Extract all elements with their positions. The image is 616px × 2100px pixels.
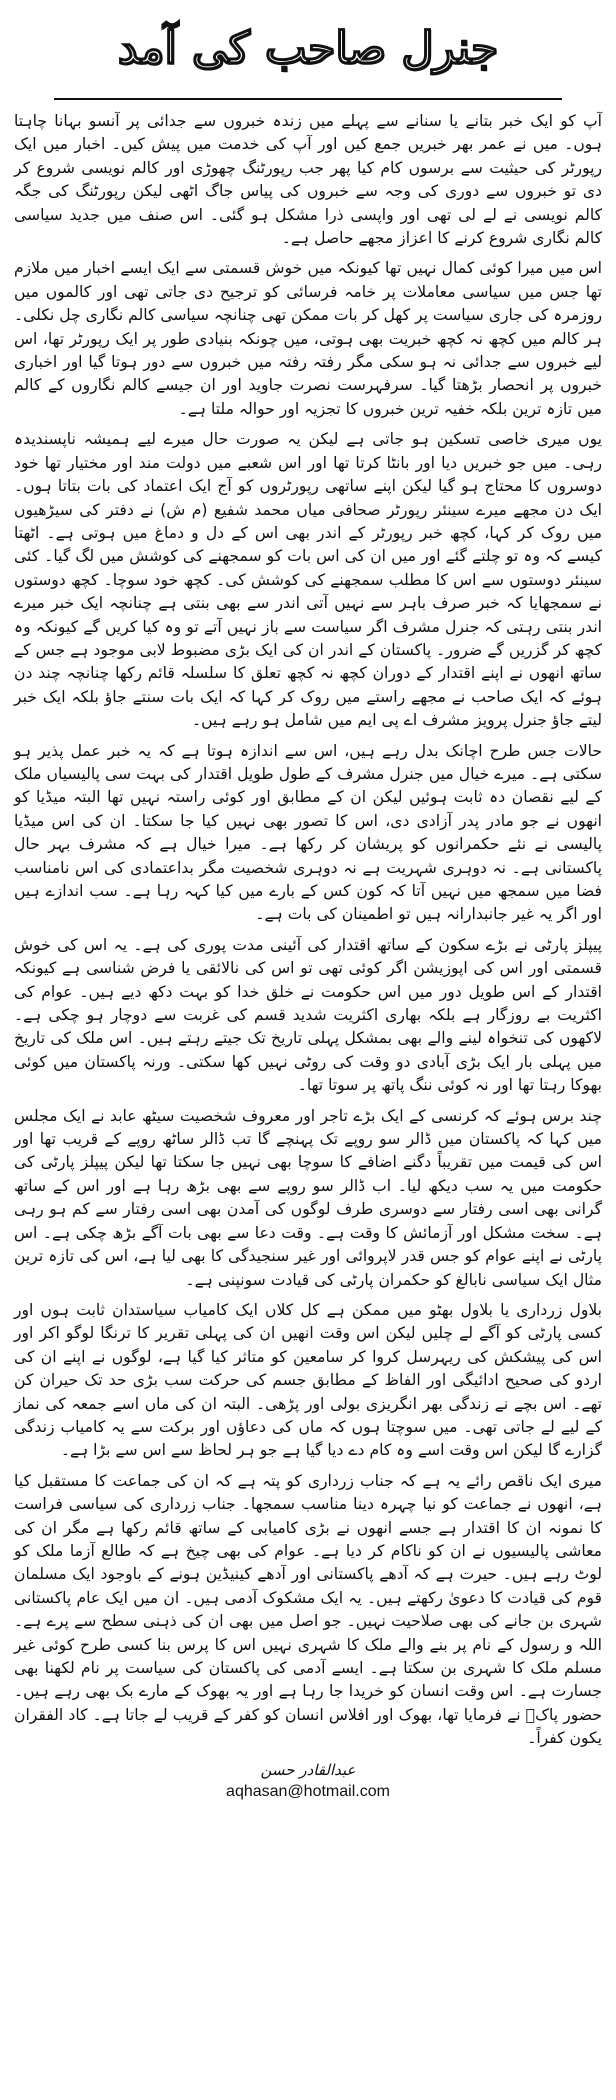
paragraph-6: چند برس ہوئے کہ کرنسی کے ایک بڑے تاجر اور معروف شخصیت سیٹھ عابد نے ایک مجلس میں کہا کہ پاکستان میں ڈالر سو روپے تک پہنچے گا تب ڈالر ساٹھ روپے کے قریب تھا اور اس کی قیمت میں تقریباً دگنے اضافے کا سوچا بھی نہیں جا سکتا تھا لیکن پیپلز پارٹی کی حکومت میں یہ سب دیکھ لیا۔ اب ڈالر سو روپے سے بھی بڑھ رہا ہے اور اس کے ساتھ گرانی بھی اسی رفتار سے دوسری طرف لوگوں کی آمدن بھی اسی رفتار سے کم ہو رہی ہے۔ سخت مشکل اور آزمائش کا وقت ہے۔ وقت دعا سے بھی بات آگے بڑھ چکی ہے۔ اس پارٹی نے اپنے عوام کو جس قدر لاپروائی اور غیر سنجیدگی کا بھی لیا ہے، اس کی تازہ ترین مثال ایک سیاسی نابالغ کو حکمران پارٹی کی قیادت سونپنی ہے۔ (14, 1106, 602, 1289)
title-banner (14, 14, 602, 92)
paragraph-2: اس میں میرا کوئی کمال نہیں تھا کیونکہ میں خوش قسمتی سے ایک ایسے اخبار میں ملازم تھا جس میں سیاسی معاملات پر خامہ فرسائی کو ترجیح دی جاتی تھی اور کالموں میں روزمرہ کی جاری سیاست پر کھل کر بات ممکن تھی چنانچہ سیاسی کالم نگاری چل نکلی۔ ہر کالم میں کچھ نہ کچھ خبریت بھی ہوتی، میں چونکہ بنیادی طور پر ایک رپورٹر تھا، اس لیے خبروں سے جدائی نہ ہو سکی مگر رفتہ رفتہ میں خبروں سے دور ہوتا گیا اور اخباری خبروں پر انحصار بڑھتا گیا۔ سرفہرست نصرت جاوید اور ان جیسے کالم نگاروں کے کالم میں تازہ ترین بلکہ خفیہ ترین خبروں کا تجزیہ اور حوالہ ملتا ہے۔ (14, 259, 602, 418)
paragraph-3: یوں میری خاصی تسکین ہو جاتی ہے لیکن یہ صورت حال میرے لیے ہمیشہ ناپسندیدہ رہی۔ میں جو خبریں دیا اور بانٹا کرتا تھا اور اس شعبے میں دولت مند اور مختیار تھا خود دوسروں کا محتاج ہو گیا لیکن اپنے ساتھی رپورٹروں کو آج ایک اعتماد کی بات بتاتا ہوں۔ ایک دن مجھے میرے سینئر رپورٹر صحافی میاں محمد شفیع (م ش) نے دفتر کی سیڑھیوں میں روک کر کہا، کچھ خبر رپورٹر کے اندر بھی اس کے دل و دماغ میں ہوتی ہے۔ اٹھتا کیسے کہ وہ تو چلتے گئے اور میں ان کی اس بات کو سمجھنے کی کوشش میں لگ گیا۔ کئی سینئر دوستوں سے اس کا مطلب سمجھنے کی کوشش کی۔ کچھ خود سوچا۔ کچھ دوستوں نے سمجھایا کہ خبر صرف باہر سے نہیں آتی اندر سے بھی بنتی ہے چنانچہ ایک خبر میرے اندر بنتی رہتی کہ جنرل مشرف اگر سیاست سے باز نہیں آتے تو وہ کیا کریں گے کیونکہ وہ کچھ کر گزریں گے ضرور۔ پاکستان کے اندر ان کی ایک بڑی مضبوط لابی موجود ہے جس کے ساتھ انھوں نے اپنے اقتدار کے دوران کچھ نہ کچھ تعلق کا سلسلہ قائم رکھا چنانچہ چند دن ہوئے کہ ایک صاحب نے مجھے راستے میں روک کر کہا کہ ایک بات سنتے جاؤ بلکہ ایک خبر لیتے جاؤ جنرل پرویز مشرف اے پی ایم میں شامل ہو رہے ہیں۔ (14, 430, 602, 730)
column-title: جنرل صاحب کی آمد (117, 23, 499, 74)
article-body (14, 110, 602, 1751)
paragraph-5: پیپلز پارٹی نے بڑے سکون کے ساتھ اقتدار کی آئینی مدت پوری کی ہے۔ یہ اس کی خوش قسمتی اور اس کی اپوزیشن اگر کوئی تھی تو اس کی نالائقی یا فرض شناسی ہے کیونکہ اقتدار کے اس طویل دور میں اس حکومت نے خلق خدا کو بہت دکھ دیے ہیں۔ عوام کی اکثریت بے روزگار ہے بلکہ بھاری اکثریت شدید قسم کی غربت سے دوچار ہو چکی ہے۔ لاکھوں کی تنخواہ لینے والے بھی بمشکل پہلی تاریخ تک جیتے رہتے ہیں۔ اس ملک کی تاریخ میں پہلی بار ایک بڑی آبادی دو وقت کی روٹی نہیں کھا سکتی۔ ورنہ پاکستان میں کوئی بھوکا رہتا تھا اور نہ کوئی ننگ پاتھ پر سوتا تھا۔ (14, 935, 602, 1095)
paragraph-4: حالات جس طرح اچانک بدل رہے ہیں، اس سے اندازہ ہوتا ہے کہ یہ خبر عمل پذیر ہو سکتی ہے۔ میرے خیال میں جنرل مشرف کے طول طویل اقتدار کی بہت سی پالیسیاں ملک کے لیے نقصان دہ ثابت ہوئیں لیکن ان کے مطابق اور کوئی راستہ نہیں تھا البتہ میڈیا کو انھوں نے جو مادر پدر آزادی دی، اس کا تصور بھی نہیں کیا جا سکتا۔ ان کی اس میڈیا پالیسی نے نئے حکمرانوں کو پریشان کر رکھا ہے۔ میرا خیال ہے کہ مشرف بہر حال پاکستانی ہے۔ نہ دوہری شہریت ہے نہ دوہری شخصیت مگر بداعتمادی کی اس نامناسب فضا میں سمجھ میں نہیں آتا کہ کون کس کے بارے میں کیا کہہ رہا ہے۔ سب اندازے ہیں اور اگر یہ غیر جانبدارانہ ہیں تو اطمینان کی بات ہے۔ (14, 741, 602, 924)
paragraph-8: میری ایک ناقص رائے یہ ہے کہ جناب زرداری کو پتہ ہے کہ ان کی جماعت کا مستقبل کیا ہے، انھوں نے جماعت کو نیا چہرہ دینا مناسب سمجھا۔ جناب زرداری کی سیاسی فراست کا نمونہ ان کا اقتدار ہے جسے انھوں نے بڑی کامیابی کے ساتھ قائم رکھا ہے مگر ان کی معاشی پالیسیوں نے ان کو ناکام کر دیا ہے۔ عوام کی بھی چیخ ہے کہ طالع آزما ملک کو لوٹ رہے ہیں۔ حیرت ہے کہ آدھے پاکستانی اور آدھے کینیڈین ہونے کے باوجود ایک مسلمان قوم کی قیادت کا دعویٰ رکھتے ہیں۔ یہ ایک مشکوک آدمی ہیں۔ ان میں ایک عام پاکستانی شہری بن جانے کی بھی صلاحیت نہیں۔ جو اصل میں بھی ان کی ذہنی سطح سے پرے ہے۔ اللہ و رسول کے نام پر بنے والے ملک کا شہری نہیں اس کا پرس بنا کسی طرح کوئی غیر مسلم ملک کا شہری بن سکتا ہے۔ ایسے آدمی کی پاکستان کی سیاست پر نام لکھنا بھی جسارت ہے۔ اس وقت انسان کو خریدا جا رہا ہے اور یہ بھوک کے مارے بک بھی رہے ہیں۔ حضور پاکؐ نے فرمایا تھا، بھوک اور افلاس انسان کو کفر کے قریب لے جاتا ہے۔ کاد الفقران یکون کفراً۔ (14, 1471, 602, 1748)
paragraph-1: آپ کو ایک خبر بتانے یا سنانے سے پہلے میں زندہ خبروں سے جدائی پر آنسو بہانا چاہتا ہوں۔ میں نے عمر بھر خبریں جمع کیں اور آپ کی خدمت میں پیش کیں۔ اخبار میں ایک رپورٹر کی حیثیت سے برسوں کام کیا پھر جب رپورٹنگ چھوڑی اور کالم نویسی شروع کر دی تو خبروں سے دوری کی وجہ سے خبروں کی پیاس جاگ اٹھی لیکن رپورٹنگ کی جگہ کالم نویسی نے لے لی تھی اور واپسی ذرا مشکل ہو گئی۔ اس صنف میں جدید سیاسی کالم نگاری شروع کرنے کا اعزاز مجھے حاصل ہے۔ (14, 112, 602, 248)
author-signature: عبدالقادر حسن (260, 1760, 356, 1779)
author-email[interactable]: aqhasan@hotmail.com (226, 1782, 390, 1800)
title-divider (54, 98, 562, 100)
paragraph-7: بلاول زرداری یا بلاول بھٹو میں ممکن ہے کل کلاں ایک کامیاب سیاستدان ثابت ہوں اور کسی پارٹی کو آگے لے چلیں لیکن اس وقت انھیں ان کی پہلی تقریر کا ترنگا لوگو اکر اور اس کی پیشکش کی ریہرسل کروا کر سامعین کو متاثر کیا گیا ہے، لوگوں نے اپنے ان کی اردو کی صحیح ادائیگی اور الفاظ کے مطابق جسم کی حرکت سب بڑی حد تک حیران کن تھے۔ اس بچے نے زندگی بھر انگریزی بولی اور پڑھی۔ البتہ ان کی ماں اسے جمعہ کی نماز کے لیے لے جاتی تھی۔ میں سوچتا ہوں کہ ماں کی دعاؤں اور برکت سے یہ کامیاب زندگی گزارے گا لیکن اس وقت اسے وہ کام دے دیا گیا ہے جو ہر لحاظ سے اس سے بڑا ہے۔ (14, 1300, 602, 1460)
